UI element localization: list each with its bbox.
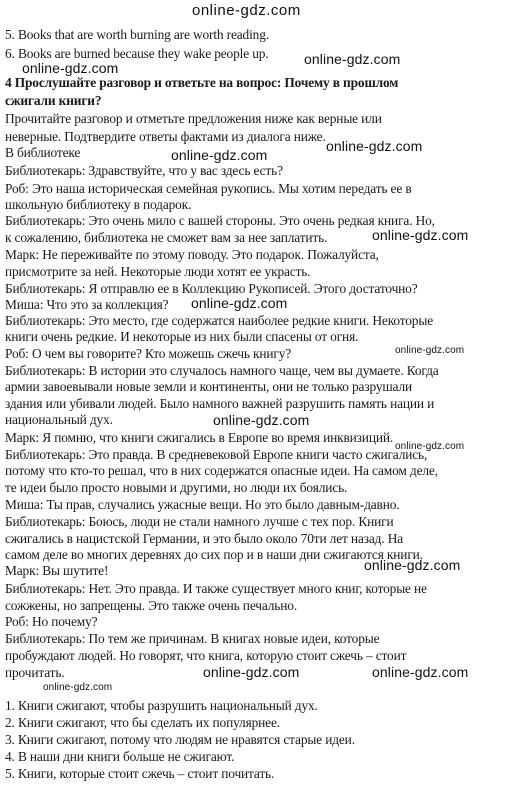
dialogue-line: потому что кто-то решал, что в них содержатся опасные идеи. На самом деле, [5, 463, 438, 478]
dialogue-line: присмотрите за ней. Некоторые люди хотят ее украсть. [5, 264, 311, 279]
dialogue-line: Библиотекарь: Это место, где содержатся наиболее редкие книги. Некоторые [5, 313, 433, 328]
instruction-line: Прочитайте разговор и отметьте предложения ниже как верные или [5, 111, 382, 126]
watermark: online-gdz.com [364, 557, 461, 573]
watermark: online-gdz.com [304, 51, 401, 67]
dialogue-line: Библиотекарь: Нет. Это правда. И также существует много книг, которые не [5, 581, 427, 596]
watermark: online-gdz.com [203, 664, 300, 680]
dialogue-line: прочитать. [5, 665, 65, 680]
text-line: 5. Books that are worth burning are worth reading. [5, 27, 269, 42]
dialogue-line: Марк: Не переживайте по этому поводу. Это подарок. Пожалуйста, [5, 247, 379, 262]
text-line: 6. Books are burned because they wake people up. [5, 46, 269, 61]
dialogue-line: Библиотекарь: Это правда. В средневековой Европе книги часто сжигались, [5, 447, 428, 462]
dialogue-line: Библиотекарь: Боюсь, люди не стали намного лучше с тех пор. Книги [5, 514, 394, 529]
exercise-heading: 4 Прослушайте разговор и ответьте на вопрос: Почему в прошлом [5, 75, 399, 90]
dialogue-line: армии завоевывали новые земли и континенты, они не только разрушали [5, 379, 412, 394]
site-header-watermark: online-gdz.com [192, 2, 301, 19]
statement-item: 4. В наши дни книги больше не сжигают. [5, 749, 235, 764]
dialogue-line: Роб: Но почему? [5, 614, 98, 629]
watermark: online-gdz.com [213, 412, 310, 428]
dialogue-line: Миша: Что это за коллекция? [5, 297, 169, 312]
dialogue-line: национальный дух. [5, 412, 113, 427]
dialogue-line: школьную библиотеку в подарок. [5, 197, 192, 212]
watermark: online-gdz.com [22, 60, 119, 76]
watermark: online-gdz.com [395, 345, 465, 356]
exercise-heading: сжигали книги? [5, 93, 102, 108]
dialogue-line: Библиотекарь: По тем же причинам. В книгах новые идеи, которые [5, 631, 380, 646]
dialogue-line: Библиотекарь: Я отправлю ее в Коллекцию Рукописей. Этого достаточно? [5, 281, 418, 296]
statement-item: 1. Книги сжигают, чтобы разрушить национальный дух. [5, 698, 318, 713]
dialogue-line: Библиотекарь: В истории это случалось намного чаще, чем вы думаете. Когда [5, 363, 439, 378]
dialogue-line: Библиотекарь: Здравствуйте, что у вас здесь есть? [5, 163, 283, 178]
watermark: online-gdz.com [171, 147, 268, 163]
dialogue-line: Миша: Ты прав, случались ужасные вещи. Но это было давным-давно. [5, 497, 400, 512]
watermark: online-gdz.com [372, 227, 469, 243]
dialogue-line: книги очень редкие. И некоторые из них были спасены от огня. [5, 329, 359, 344]
statement-item: 5. Книги, которые стоит сжечь – стоит почитать. [5, 766, 275, 781]
watermark: online-gdz.com [191, 295, 288, 311]
watermark: online-gdz.com [372, 664, 469, 680]
dialogue-line: Роб: О чем вы говорите? Кто можешь сжечь книгу? [5, 346, 292, 361]
watermark: online-gdz.com [326, 138, 423, 154]
instruction-line: неверные. Подтвердите ответы фактами из диалога ниже. [5, 129, 326, 144]
statement-item: 2. Книги сжигают, что бы сделать их популярнее. [5, 715, 280, 730]
dialogue-title: В библиотеке [5, 145, 81, 160]
dialogue-line: те идеи было просто новыми и другими, но люди их боялись. [5, 480, 348, 495]
dialogue-line: самом деле во многих деревнях до сих пор и в наши дни сжигаются книги. [5, 547, 423, 562]
dialogue-line: к сожалению, библиотека не сможет вам за нее заплатить. [5, 230, 328, 245]
dialogue-line: пробуждают людей. Но говорят, что книга, которую стоит сжечь – стоит [5, 648, 407, 663]
dialogue-line: Роб: Это наша историческая семейная рукопись. Мы хотим передать ее в [5, 181, 412, 196]
watermark: online-gdz.com [43, 682, 113, 693]
dialogue-line: сожжены, но запрещены. Это также очень печально. [5, 598, 298, 613]
dialogue-line: сжигались в нацистской Германии, и это было около 70ти лет назад. На [5, 531, 404, 546]
dialogue-line: Марк: Вы шутите! [5, 563, 109, 578]
dialogue-line: Марк: Я помню, что книги сжигались в Европе во время инквизиций. [5, 430, 394, 445]
watermark: online-gdz.com [395, 441, 465, 452]
dialogue-line: здания или убивали людей. Было намного важней разрушить память нации и [5, 396, 435, 411]
statement-item: 3. Книги сжигают, потому что людям не нравятся старые идеи. [5, 732, 355, 747]
dialogue-line: Библиотекарь: Это очень мило с вашей стороны. Это очень редкая книга. Но, [5, 213, 435, 228]
